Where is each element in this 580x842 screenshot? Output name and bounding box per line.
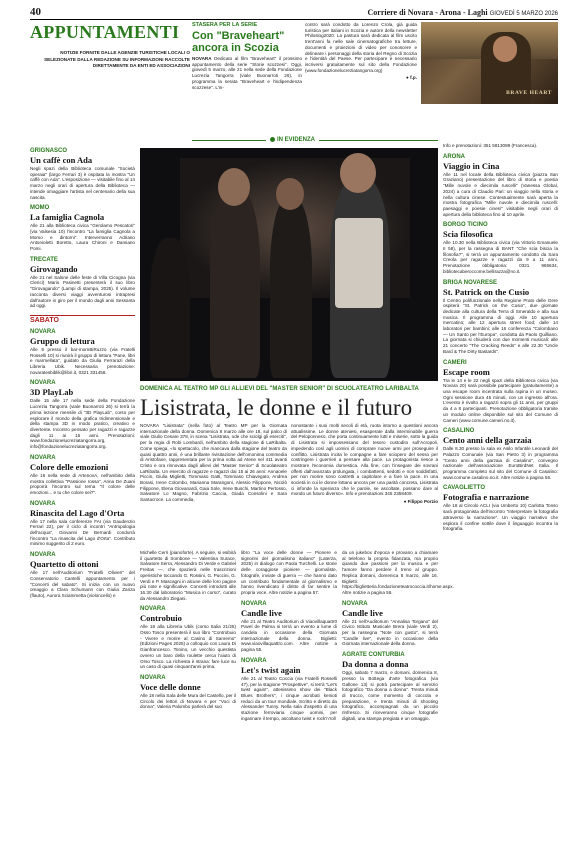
poster-title: BRAVE HEART (506, 90, 552, 96)
page-number: 40 (30, 6, 41, 18)
event-location: NOVARA (342, 600, 368, 607)
event-location: TRECATE (30, 256, 58, 263)
event-description: Alle 18 alla Libreria Ubik (corso Italia 21/25) Osso Tosco presenterà il suo libro "Controbuio - Vivere e morire al Casino di Sanremo" (Edizioni Pages 2025) a colloquio con Laura Di Gianfrancesco. Tonino, un vecchio questista ovvero un baro della roulette cerca l'aiuto di Orso Tosco. La richiesta è strana: fare luce su un caso di quasi cinquant'anni prima. (140, 624, 236, 670)
event-description: da un jukebox d'epoca e provano a chiamare al telefono la propria fidanzata, ma proprio quando due passioni per la musica e per l'amore fanno perdere il treno al gruppo. Replica domani, domenica 8 marzo, alle 16. Biglietti: https://biglietteria.fondazioneteatrococcia.it/home.aspx. Altre notizie a pagina 56. (342, 550, 454, 595)
event-description: Alle 21 nell'Auditorium "Annalisa Torgano" del Civico Istituto Musicale Brera (viale Verdi 2), per la rassegna "Note con gusto", si terrà "Candle live", evento in occasione della Giornata internazionale della donna. (342, 618, 438, 647)
event-title: Let's twist again (241, 664, 301, 675)
stasera-continuation (305, 22, 417, 80)
event-location: NOVARA (30, 500, 56, 507)
paper-name: Corriere di Novara (367, 8, 434, 17)
stasera-text: Dedicato al film "Braveheart" il prossimo appuntamento della serie "Storie scozzesi". Oggi, giovedì 5 marzo, alle 21 nella sede della Fondazione Lucrezia Tangorra (viale Buonarroti 26), in programma la serata "Braveheart e l'indipendenza scozzese". L'in- (192, 56, 302, 90)
event-title: Da donna a donna (342, 659, 409, 670)
event-location: CAMERI (443, 359, 467, 366)
stasera-article (192, 22, 302, 90)
event-description: Alle 16 nella sede di ArtenovA, nell'ambito della mostra collettiva "Passione rossa", Anna De Zuani proporrà l'incontro sul tema "Il colore delle emozioni... e tu che colore sei?". (30, 472, 135, 495)
event-title: Voce delle donne (140, 681, 201, 692)
stasera-signature: ● f.p. (406, 75, 417, 81)
event-description: Alle 21 alla Biblioteca civica "Gerolamo Pescatori" (via Valsesia 10) l'incontro "La famiglia Cagnola a Momo e dintorni". Interverranno Adriano Antonioletti Boretto, Laura Chironi e Damiano Pomi. (30, 223, 135, 252)
event-description: Michelle Cerri (pianoforte). A seguire, si esibirà il quartetto di trombone — Valentina Surace, Salvatore Serra, Alessandro Di Verde e Gabriel Freitas —, che spazierà nelle trascrizioni operistiche toccando G. Rossini, G. Puccini, G. Verdi e P. Mascagni in alcune delle loro pagine più note e significative. Concerti introdotti alle 16.30 dal laboratorio "Musica in corso", curato da Alessandro Ziegani. (140, 550, 237, 601)
event-location: NOVARA (140, 606, 166, 613)
event-description: Alle 21 al Teatro Auditorium di Viaovillaquattr0 Pavel de Palma si terrà un evento a lume di candela in occasione della Giornata internazionale della donna. Biglietti: www.viaovillaquattro.com. Altre notizie a pagina 55. (241, 618, 337, 653)
event-location: BORGO TICINO (443, 222, 488, 229)
event-title: Un caffè con Ada (30, 155, 93, 165)
main-col-2-wrap (291, 423, 438, 504)
event-location: GRIGNASCO (30, 148, 68, 154)
event-description: Info e prenotazioni: 351 5813089 (Francesca). (443, 143, 538, 148)
event-description: Tra le 14 e le 22 negli spazi della Biblioteca civica (via Novara 20) sarà possibile partecipare (gratuitamente) a una escape room incentrata sulla rapina in un museo. Ogni sessione dura 45 minuti, con un ingresso all'ora. L'evento è rivolto a ragazzi sopra gli 11 anni, per gruppi da 4 a 8 partecipanti. Prenotazione obbligatoria tramite un modulo online disponibile sul sito del Comune di Cameri (www.comune.cameri.no.it). (443, 377, 558, 423)
event-description: Oggi, sabato 7 marzo, e domani, domenica 8, presso la Bottega d'arte fotografica (via Gallone 13) si potrà partecipare al servizio fotografico "Da donna a donna". Trenta minuti di trucco, come momento di coccola e preparazione, e trenta minuti di shooting fotografico, accompagnati da un piccolo rinfresco. Si riceveranno cinque fotografie digitali, una stampa pregiata e un omaggio. (342, 670, 438, 721)
event-location: NOVARA (30, 454, 56, 461)
masthead (368, 8, 559, 17)
event-location: AGRATE CONTURBIA (342, 652, 405, 659)
main-col-2: nonostante i suoi molti secoli di età, ruota intorno a questioni ancora attualissime. Le donne ateniesi, esasperate dalla interminabile guerra del Peloponneso, che porta continuamente lutti e miserie, sotto la guida di Lisistrata si impossessano del tesoro custodito sull'Acropoli, impedendo così agli uomini di comprare nuove armi per proseguire il conflitto. Lisistrata incita le compagne a fare sciopero del sesso per costringere i guerrieri a pensare alla pace. La protagonista riesce a mostrare l'economia domestica. Alla fine, con l'insegare dei sovrani offerti dall'avanzata prolungata, i combattenti, sedotti e non soddisfatti, per non morire sono costretti a capitolare e a fare la pace. In una società in cui le donne lottano ancora per una parità concreta, Lisistrata ci infonde la speranza che le parole, se ascoltate, possano dare al mondo un futuro diverso». Info e prenotazioni 345 2358409. (291, 423, 438, 497)
event-title: Controbuio (140, 613, 182, 624)
event-description: Alle 9 presso il bar-mornBiRuzzo (via Fratelli Rosselli 10) si riunirà il gruppo di lettura "Pane, libri e marmellata", guidato da Giulia Ferrarazi della Libreria Ubik. Necessaria prenotazione: novaratesbiblik@libri.it, 0321 331458. (30, 346, 135, 375)
event-title: Gruppo di lettura (30, 335, 95, 346)
event-location: NOVARA (140, 674, 166, 681)
event-title: Fotografia e narrazione (443, 492, 529, 503)
event-location: BRIGA NOVARESE (443, 279, 498, 286)
event-title: Viaggio in Cina (443, 160, 500, 171)
bullet-icon (270, 137, 275, 142)
left-column (30, 143, 135, 599)
main-headline: Lisistrata, le donne e il futuro (140, 395, 413, 420)
main-kicker: DOMENICA AL TEATRO MP GLI ALLIEVI DEL "MASTER SENIOR" DI SCUOLATEATRO LARIBALTA (140, 386, 419, 392)
main-col-1: NOVARA "Lisistrata" (nella foto) al Teatro MP per la Giornata internazionale della donna. Domenica 8 marzo alle ore 18, sul palco di viale Giulio Cesare 378, in scena "Lisistrata, ode che sciolgi gli eserciti", per la regia di Robi Lombardi, nell'ambito della stagione di LaRibalta. Come spiega, «lo spettacolo, che mancava dalla stagione del teatro da quasi quattro anni, è una brillante rivisitazione dell'omonima commedia di Aristofane, rappresentata per la prima volta ad Atene nel 411 avanti Cristo e ora rinnovata dagli allievi del "Master Senior" di Scuolateatro LaRibalta. Un esercito di ragazze e ragazzi dai 15 ai 26 anni: Annaoele Piccin, Giulia Miglietti, Tommaso Gatti, Tommaso Chiavegato, Andrea Borasi, Irene Colombo, Marianna Marangoni, Alessio Filippone, Nicolò Filippone, Elena Giovanardi, Gaia Sole, Irene Buschi, Martino Pertosso, Salvatore Lo Magno, Fabrizio Caccia, Giada Consolini e Sara Santacroce. La commedia, (140, 423, 287, 503)
event-title: Colore delle emozioni (30, 461, 109, 472)
event-description: Alle 17 nella sala conferenze FAI (via Gaudenzio Ferrari 22), per il ciclo di incontri "Antropologia dell'acqua", Giovanni De Bernardi condurrà l'incontro "La rinascita del Lago d'Orta". Contributo minimo suggerito di 2 euro. (30, 518, 135, 547)
event-description: Alle 21 al Teatro Coccia (via Fratelli Rosselli 47), per la stagione "Prospettive", si terrà "Let's twist again!", attesissimo show dei "Black Blues Brothers", i cinque acrobati kenioti reduci da un tour mondiale. Scritto e diretto da Alessander Tunny. Nella sala d'aspetto di una stazione ferroviaria cinque uomini, per ingannare il tempo, ascoltano twist e rock'n'roll (241, 675, 337, 721)
stasera-kicker: STASERA PER LA SERIE (192, 22, 258, 28)
paper-section: - Arona - Laghi (433, 8, 490, 17)
braveheart-poster (421, 22, 558, 104)
event-description: Dalle 8.30 presso la sala ex Asilo Infantile Leonardi del Palazzo Comunale (via San Pietro 3) in programma "Cento anni della garzaia di Casalino", convegno nazionale dell'associazione EuroBirdNet Italia. Il programma completo sul sito del Comune di Casalino: www.comune.casalino.no.it. Altre notizie a pagina 55. (443, 446, 558, 480)
event-title: 3D PlayLab (30, 387, 74, 398)
stasera-body (192, 56, 302, 90)
event-description: Alle 18 al Circolo ACLI (via Umberto 10) Carlotta Tonso sarà protagonista dell'incontro "Interpretare la fotografia attraverso la narrazione". Un viaggio narrativo che esplora il confine sottile dove il linguaggio incontra la fotografia. (443, 503, 558, 532)
stasera-body-2: contro sarà condotto da Lorenzo Crola, già guida turistica per italiani in Scozia e autore della newsletter Philoslog2020. La pastura sarà dedicata al film uscito trent'anni fa nelle sale cinematografiche tra letture, documenti e proiezioni di video per conoscere e delineare i personaggi della storia del Regno di Scozia e l'identità del Paese. Per partecipare è necessario iscriversi gratuitamente sul sito della Fondazione (www.fondazionelucreziatangorra.org) (305, 22, 417, 73)
event-title: Candle live (241, 607, 282, 618)
event-description: Alle 21 nel Salone delle feste di Villa Cicogna (via Clerici) Mario Pasinetti presenterà il suo libro "Girovagando" (Lampi di stampa, 2025). Il volume racconta diversi viaggi avventurosi intrapresi dall'autore in giro per il mondo dagli anni Sessanta ad oggi. (30, 274, 135, 309)
event-title: Cento anni della garzaia (443, 435, 532, 446)
event-description: Alle 18 nella Sala delle Mura del Castello, per il Circolo dei lettori di Novara e per "Voci di donna", Valeria Palumbo parlerà del suo (140, 692, 237, 710)
event-title: Quartetto di ottoni (30, 559, 99, 570)
event-location: CAVAGLIETTO (443, 485, 485, 492)
event-description: Dalle 15 alle 17 nella sede della Fondazione Lucrezia Tangorra (viale Buonarroti 26) si terrà la prima lezione mensile di "3D PlayLab", corso per esplorare il mondo della grafica tridimensionale e della stampa 3D in modo pratico, creativo e divertente. Incontro pensato per ragazzi e ragazze dagli 11 ai 15 anni. Prenotazioni: www.fondazionelucreziatangorra.org, info@fondazionelucreziatangorra.org. (30, 398, 135, 450)
in-evidenza-label: IN EVIDENZA (266, 137, 319, 143)
stasera-lead: NOVARA (192, 56, 212, 61)
event-title: Candle live (342, 607, 383, 618)
event-title: Escape room (443, 366, 490, 377)
middle-col-2 (241, 550, 337, 721)
event-title: Rinascita del Lago d'Orta (30, 507, 125, 518)
event-location: NOVARA (241, 600, 267, 607)
issue-date: GIOVEDÌ 5 MARZO 2026 (489, 11, 558, 17)
event-title: St. Patrick on the Cusio (443, 286, 530, 297)
event-title: La famiglia Cagnola (30, 212, 105, 223)
event-location: NOVARA (30, 328, 56, 335)
main-signature: ● Filippo Porzio (403, 499, 438, 505)
event-location: NOVARA (30, 552, 56, 559)
day-header: SABATO (30, 315, 135, 324)
section-title: APPUNTAMENTI (30, 22, 180, 42)
event-title: Girovagando (30, 263, 78, 274)
event-location: CASALINO (443, 428, 475, 435)
event-location: ARONA (443, 153, 465, 160)
middle-col-1 (140, 550, 236, 710)
event-description: Alle 17 nell'Auditorium "Fratelli Olivieri" del Conservatorio Cantelli appuntamento per i "Concerti del sabato". Si inizia con un nuovo omaggio a Clara Schumann con Giulia Zanza (flauto), Aurora Sciammetta (violoncello) e (30, 570, 135, 598)
event-description: libro "La voce delle donne — Pionere e signorini del giornalismo italiano" (Laterza, 2025) in dialogo con Paola Turchelli. Le storie delle coraggiose pioniere — giornaliste, fotografe, inviate di guerra — che hanno dato un contributo fondamentale al giornalismo e hanno rivendicato il diritto di far sentire la propria voce. Altre notizie a pagina 57. (241, 550, 337, 595)
event-location: NOVARA (241, 657, 267, 664)
event-description: Il Centro polifunzionale nella Regione Prato delle Gere ospiterà "St. Patrick on the Cusio", due giornate dedicate alla cultura della Terra di Smeraldo e alla sua musica. Il programma di oggi. Alle 10 apertura mercatino; alle 12 apertura street food; dalle 14 laboratori per bambini; alle 16 conferenza "Colombano — Un Santo per l'Europa", condotta da Paolo Quilliano. La giornata si chiuderà con due momenti musicali: alle 21 concerto "The Cracking Reeds" e alle 22.30 "Uncle Bard & The Dirty Bastards". (443, 297, 558, 354)
page-header (30, 6, 558, 20)
section-notice: NOTIZIE FORNITE DALLE AGENZIE TURISTICHE LOCALI O SELEZIONATE DALLA REDAZIONE SU INFORMAZIONI RACCOLTE DIRETTAMENTE DA ENTI ED ASSOCIAZIONI (44, 50, 190, 68)
stasera-title: Con "Braveheart" ancora in Scozia (192, 30, 285, 54)
event-location: NOVARA (30, 380, 56, 387)
lisistrata-photo (140, 148, 438, 381)
right-column (443, 143, 558, 532)
event-description: Alle 10.30 nella Biblioteca civica (via Vittorio Emanuele II 58), per la rassegna di BANT "Che scia biscia la filosofia?", si terrà un appuntamento condotto da Sara Creola per ragazze e ragazzi da 9 a 11 anni. Prenotazione obbligatoria: 0321 965634, bibliotecaberoccome.bellirazza@no.it. (443, 240, 558, 274)
event-description: Alle 11 nel locale della Biblioteca civica (piazza San Graziano) presentazione del libro di storia e poesia "Mille nuvole e diecimila ruscelli" (Vanessa Global, 2024) a cura di Claudio Pari: un viaggio nella storia e nella cultura cinese. Contestualmente sarà aperta la mostra fotografica "Mille nuvole e diecimila ruscelli: paesaggi e poesie cinesi" visitabile negli orari di apertura della biblioteca fino al 10 aprile. (443, 171, 558, 217)
event-description: Negli spazi della Biblioteca comunale "Società operaia" (largo Ferrari 3) è ospitata la mostra "Un caffè con Ada". L'esposizione — visitabile fino al 14 marzo negli orari di apertura della Biblioteca — intende omaggiare l'artista nel centenario della sua nascita. (30, 166, 135, 200)
event-title: Scia filosofica (443, 229, 493, 240)
event-location: MOMO (30, 205, 50, 212)
middle-col-3 (342, 550, 454, 721)
